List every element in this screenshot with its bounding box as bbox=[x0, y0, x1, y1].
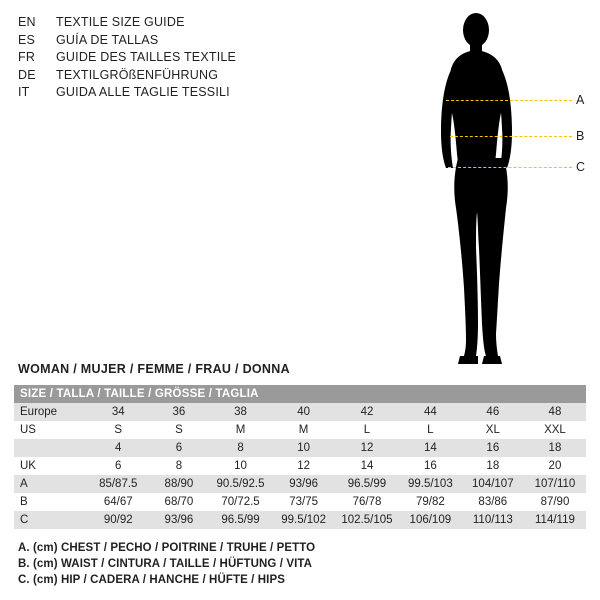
language-code: DE bbox=[18, 67, 36, 82]
measure-line-waist bbox=[450, 136, 572, 137]
table-cell: 20 bbox=[524, 457, 586, 475]
language-code: FR bbox=[18, 50, 36, 64]
table-cell: 12 bbox=[272, 457, 335, 475]
table-cell: 38 bbox=[209, 403, 272, 421]
table-cell: 102.5/105 bbox=[335, 511, 399, 529]
table-cell: 8 bbox=[149, 457, 209, 475]
measure-label-c: C bbox=[576, 160, 586, 174]
table-cell: S bbox=[149, 421, 209, 439]
measure-line-chest bbox=[446, 100, 572, 101]
table-cell: 68/70 bbox=[149, 493, 209, 511]
table-cell: 85/87.5 bbox=[87, 475, 149, 493]
measurement-legend bbox=[18, 540, 315, 588]
table-cell: 93/96 bbox=[272, 475, 335, 493]
language-title: GUIDA ALLE TAGLIE TESSILI bbox=[56, 85, 230, 99]
row-label: A bbox=[14, 475, 87, 493]
table-cell: M bbox=[272, 421, 335, 439]
table-cell: 44 bbox=[399, 403, 462, 421]
table-row bbox=[14, 511, 586, 529]
table-cell: 14 bbox=[399, 439, 462, 457]
table-cell: 6 bbox=[149, 439, 209, 457]
table-cell: 34 bbox=[87, 403, 149, 421]
table-cell: 96.5/99 bbox=[335, 475, 399, 493]
language-code: EN bbox=[18, 15, 36, 29]
table-cell: 6 bbox=[87, 457, 149, 475]
table-header-row bbox=[14, 385, 586, 403]
table-cell: 107/110 bbox=[524, 475, 586, 493]
section-title-woman: WOMAN / MUJER / FEMME / FRAU / DONNA bbox=[18, 362, 290, 376]
table-cell: 40 bbox=[272, 403, 335, 421]
table-cell: 93/96 bbox=[149, 511, 209, 529]
table-cell: 104/107 bbox=[462, 475, 524, 493]
table-cell: 73/75 bbox=[272, 493, 335, 511]
table-cell: M bbox=[209, 421, 272, 439]
language-row bbox=[18, 32, 318, 50]
table-cell: S bbox=[87, 421, 149, 439]
table-cell: 48 bbox=[524, 403, 586, 421]
female-silhouette-icon bbox=[430, 8, 590, 368]
language-code: IT bbox=[18, 85, 30, 99]
table-cell: 18 bbox=[524, 439, 586, 457]
size-table-wrapper bbox=[14, 385, 586, 529]
row-label: UK bbox=[14, 457, 87, 475]
body-figure bbox=[430, 8, 590, 368]
table-cell: XL bbox=[462, 421, 524, 439]
size-table bbox=[14, 385, 586, 529]
table-cell: 4 bbox=[87, 439, 149, 457]
table-cell: 90/92 bbox=[87, 511, 149, 529]
table-cell: XXL bbox=[524, 421, 586, 439]
table-cell: 36 bbox=[149, 403, 209, 421]
table-cell: 10 bbox=[209, 457, 272, 475]
table-row bbox=[14, 439, 586, 457]
table-row bbox=[14, 457, 586, 475]
table-cell: 10 bbox=[272, 439, 335, 457]
row-label: US bbox=[14, 421, 87, 439]
table-cell: 99.5/103 bbox=[399, 475, 462, 493]
row-label: Europe bbox=[14, 403, 87, 421]
table-cell: 46 bbox=[462, 403, 524, 421]
table-cell: 70/72.5 bbox=[209, 493, 272, 511]
table-cell: 16 bbox=[399, 457, 462, 475]
language-title: GUÍA DE TALLAS bbox=[56, 32, 159, 47]
measure-label-a: A bbox=[576, 93, 585, 107]
language-row bbox=[18, 14, 318, 32]
language-title: TEXTILE SIZE GUIDE bbox=[56, 15, 185, 29]
table-cell: 87/90 bbox=[524, 493, 586, 511]
table-row bbox=[14, 421, 586, 439]
legend-line-c: C. (cm) HIP / CADERA / HANCHE / HÜFTE / HIPS bbox=[18, 574, 286, 586]
language-row bbox=[18, 49, 318, 67]
legend-line-b: B. (cm) WAIST / CINTURA / TAILLE / HÜFTUNG / VITA bbox=[18, 558, 313, 570]
table-cell: 90.5/92.5 bbox=[209, 475, 272, 493]
row-label bbox=[14, 439, 87, 457]
table-cell: L bbox=[399, 421, 462, 439]
table-cell: 64/67 bbox=[87, 493, 149, 511]
table-cell: 96.5/99 bbox=[209, 511, 272, 529]
language-title: GUIDE DES TAILLES TEXTILE bbox=[56, 50, 237, 64]
language-list bbox=[18, 14, 318, 102]
table-cell: 42 bbox=[335, 403, 399, 421]
table-cell: 83/86 bbox=[462, 493, 524, 511]
table-cell: 114/119 bbox=[524, 511, 586, 529]
table-row bbox=[14, 403, 586, 421]
table-header-label: SIZE / TALLA / TAILLE / GRÖSSE / TAGLIA bbox=[14, 385, 586, 403]
language-title: TEXTILGRÖßENFÜHRUNG bbox=[56, 67, 219, 82]
table-cell: 88/90 bbox=[149, 475, 209, 493]
table-cell: 76/78 bbox=[335, 493, 399, 511]
measure-line-hip bbox=[448, 167, 572, 168]
table-row bbox=[14, 475, 586, 493]
measure-label-b: B bbox=[576, 129, 585, 143]
table-row bbox=[14, 493, 586, 511]
table-cell: 79/82 bbox=[399, 493, 462, 511]
row-label: C bbox=[14, 511, 87, 529]
table-cell: 18 bbox=[462, 457, 524, 475]
table-cell: 14 bbox=[335, 457, 399, 475]
table-cell: 110/113 bbox=[462, 511, 524, 529]
language-row bbox=[18, 67, 318, 85]
row-label: B bbox=[14, 493, 87, 511]
table-cell: 12 bbox=[335, 439, 399, 457]
table-cell: L bbox=[335, 421, 399, 439]
legend-line-a: A. (cm) CHEST / PECHO / POITRINE / TRUHE / PETTO bbox=[18, 542, 316, 554]
table-cell: 99.5/102 bbox=[272, 511, 335, 529]
table-cell: 8 bbox=[209, 439, 272, 457]
table-cell: 16 bbox=[462, 439, 524, 457]
language-row bbox=[18, 84, 318, 102]
table-cell: 106/109 bbox=[399, 511, 462, 529]
language-code: ES bbox=[18, 32, 36, 47]
